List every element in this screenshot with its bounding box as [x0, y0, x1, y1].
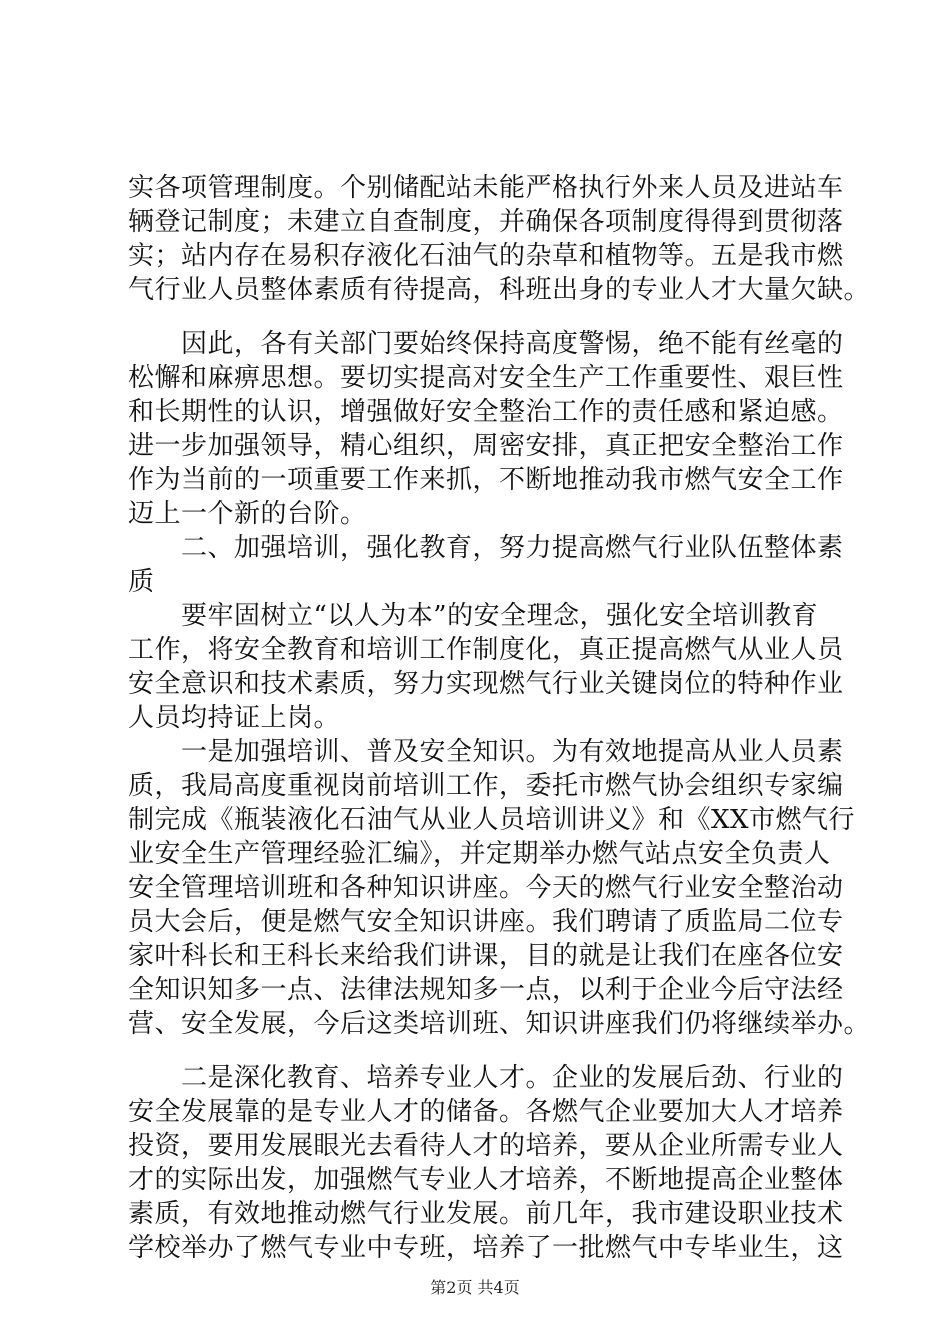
text-line: 气行业人员整体素质有待提高，科班出身的专业人才大量欠缺。: [128, 275, 871, 305]
text-line: 安全发展靠的是专业人才的储备。各燃气企业要加大人才培养: [128, 1097, 844, 1127]
text-line: 进一步加强领导，精心组织，周密安排，真正把安全整治工作: [128, 431, 844, 461]
section-heading: 二、加强培训，强化教育，努力提高燃气行业队伍整体素: [128, 533, 844, 563]
text-line: 一是加强培训、普及安全知识。为有效地提高从业人员素: [128, 737, 844, 767]
text-line: 学校举办了燃气专业中专班，培养了一批燃气中专毕业生，这: [128, 1233, 844, 1263]
text-line: 辆登记制度；未建立自查制度，并确保各项制度得得到贯彻落: [128, 207, 844, 237]
text-line: 因此，各有关部门要始终保持高度警惕，绝不能有丝毫的: [128, 329, 844, 359]
text-line: 素质，有效地推动燃气行业发展。前几年，我市建设职业技术: [128, 1199, 844, 1229]
text-line: 家叶科长和王科长来给我们讲课，目的就是让我们在座各位安: [128, 941, 844, 971]
text-line: 业安全生产管理经验汇编》，并定期举办燃气站点安全负责人: [128, 839, 831, 869]
text-line: 全知识知多一点、法律法规知多一点，以利于企业今后守法经: [128, 975, 844, 1005]
text-line: 和长期性的认识，增强做好安全整治工作的责任感和紧迫感。: [128, 397, 844, 427]
text-line: 投资，要用发展眼光去看待人才的培养，要从企业所需专业人: [128, 1131, 844, 1161]
text-line: 营、安全发展，今后这类培训班、知识讲座我们仍将继续举办。: [128, 1009, 871, 1039]
section-heading: 质: [128, 567, 155, 597]
text-line: 实；站内存在易积存液化石油气的杂草和植物等。五是我市燃: [128, 241, 844, 271]
text-line: 安全管理培训班和各种知识讲座。今天的燃气行业安全整治动: [128, 873, 844, 903]
text-line: 制完成《瓶装液化石油气从业人员培训讲义》和《XX市燃气行: [128, 805, 856, 835]
text-line: 安全意识和技术素质，努力实现燃气行业关键岗位的特种作业: [128, 669, 844, 699]
text-line: 人员均持证上岗。: [128, 703, 341, 733]
text-line: 工作，将安全教育和培训工作制度化，真正提高燃气从业人员: [128, 635, 844, 665]
text-line: 实各项管理制度。个别储配站未能严格执行外来人员及进站车: [128, 173, 844, 203]
text-line: 迈上一个新的台阶。: [128, 499, 367, 529]
text-line: 要牢固树立“以人为本”的安全理念，强化安全培训教育: [128, 601, 819, 631]
text-line: 质，我局高度重视岗前培训工作，委托市燃气协会组织专家编: [128, 771, 844, 801]
page-footer: 第2页 共4页: [430, 1278, 520, 1297]
text-line: 松懈和麻痹思想。要切实提高对安全生产工作重要性、艰巨性: [128, 363, 844, 393]
text-line: 作为当前的一项重要工作来抓，不断地推动我市燃气安全工作: [128, 465, 844, 495]
text-line: 员大会后，便是燃气安全知识讲座。我们聘请了质监局二位专: [128, 907, 844, 937]
text-line: 二是深化教育、培养专业人才。企业的发展后劲、行业的: [128, 1063, 844, 1093]
text-line: 才的实际出发，加强燃气专业人才培养，不断地提高企业整体: [128, 1165, 844, 1195]
